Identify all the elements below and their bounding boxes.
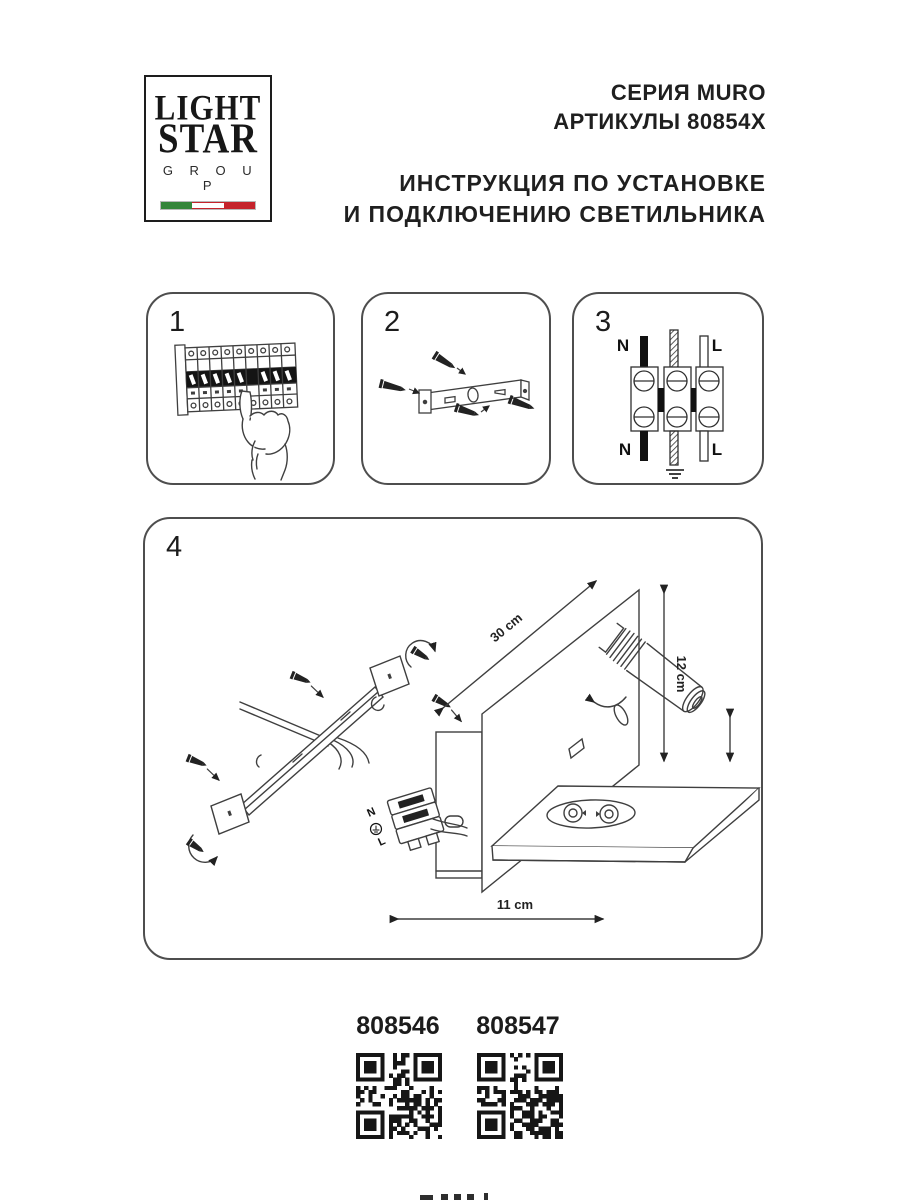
screw-icon	[432, 351, 458, 372]
articles-title: АРТИКУЛЫ 80854X	[553, 109, 766, 134]
step-panel-4	[143, 517, 763, 960]
screw-icon	[430, 694, 467, 722]
dimension-11cm-label: 11 cm	[496, 897, 534, 912]
breaker-panel-drawing	[148, 294, 333, 483]
wire-neutral-top	[640, 336, 648, 368]
clipped-footer-text	[420, 1191, 510, 1200]
wire-earth-top	[670, 330, 678, 368]
rail-end-cap-bottom	[211, 794, 249, 834]
terminal-labels	[365, 806, 387, 849]
dimension-30cm-label: 30 cm	[487, 610, 526, 646]
article-number-2: 808547	[476, 1012, 560, 1040]
screw-icon	[288, 671, 328, 697]
qr-code-808546	[356, 1053, 442, 1139]
circuit-breaker-strip	[175, 340, 298, 415]
step-number-1: 1	[169, 306, 186, 338]
wall-bracket-plate	[436, 732, 482, 878]
screw-icon	[454, 403, 481, 419]
step-number-2: 2	[384, 306, 401, 338]
screw-icon	[379, 379, 407, 394]
article-number-1: 808546	[356, 1012, 440, 1040]
logo-word-light: LIGHT	[154, 87, 262, 128]
step-panel-3	[572, 292, 764, 485]
wiring-diagram	[574, 294, 762, 483]
label-neutral-bottom: N	[618, 440, 632, 459]
rotation-arrow-bottom	[186, 835, 217, 862]
label-wire-n: N	[365, 805, 378, 820]
wire-line-bottom	[700, 431, 708, 461]
title-block	[553, 78, 766, 136]
dimension-12cm	[664, 593, 689, 761]
dimension-12cm-label: 12 cm	[674, 655, 689, 693]
qr-code-808547	[477, 1053, 563, 1139]
series-title: СЕРИЯ MURO	[610, 80, 766, 105]
label-line-bottom: L	[711, 440, 723, 459]
step-number-3: 3	[595, 306, 612, 338]
logo-word-star: STAR	[158, 115, 258, 163]
ground-symbol-icon	[666, 470, 684, 478]
label-line-top: L	[711, 336, 723, 355]
logo-word-group: G R O U P	[162, 163, 259, 193]
screw-icon	[184, 754, 224, 780]
qr-pattern	[356, 1053, 442, 1139]
instruction-line2: И ПОДКЛЮЧЕНИЮ СВЕТИЛЬНИКА	[343, 201, 766, 227]
step-number-4: 4	[166, 531, 183, 563]
flag-white	[192, 202, 223, 209]
lightstar-logo	[144, 75, 272, 222]
label-neutral-top: N	[616, 336, 630, 355]
instruction-line1: ИНСТРУКЦИЯ ПО УСТАНОВКЕ	[399, 170, 766, 196]
flag-green	[161, 202, 192, 209]
step-panel-1	[146, 292, 335, 485]
label-wire-l: L	[376, 835, 388, 849]
dimension-11cm	[398, 897, 603, 919]
step-panel-2	[361, 292, 551, 485]
bracket-mounting-drawing	[363, 294, 549, 483]
wire-line-top	[700, 336, 708, 368]
italian-flag-stripe	[160, 201, 256, 210]
wire-neutral-bottom	[640, 431, 648, 461]
qr-pattern	[477, 1053, 563, 1139]
rotation-arrow-top	[406, 641, 435, 667]
installation-diagram	[145, 519, 761, 958]
instruction-title	[344, 168, 766, 230]
flag-red	[224, 202, 255, 209]
ground-circle-icon	[371, 824, 382, 835]
wire-earth-bottom	[670, 431, 678, 465]
rail-hook	[257, 755, 261, 767]
